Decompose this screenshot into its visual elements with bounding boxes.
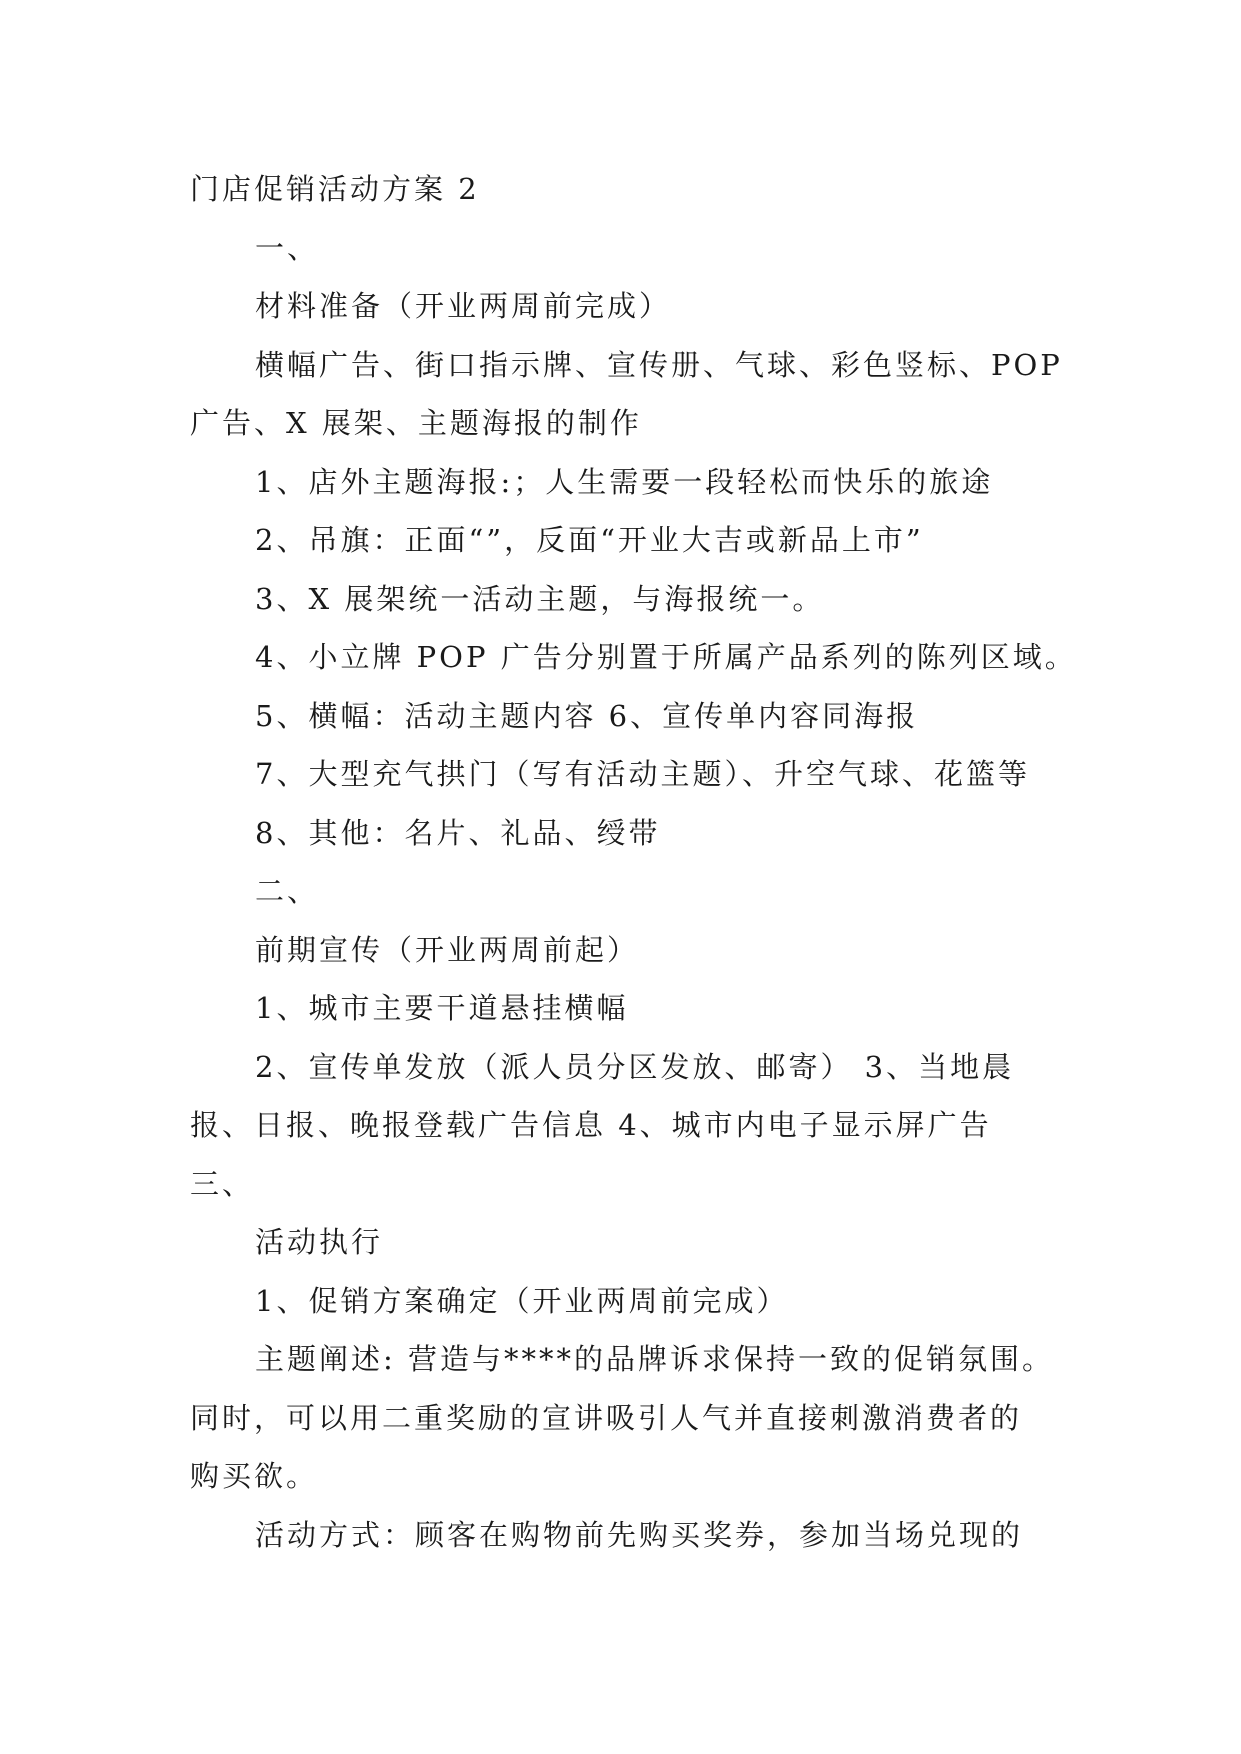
section-number-1: 一、 xyxy=(255,230,320,265)
list-item: 4、小立牌 POP 广告分别置于所属产品系列的陈列区域。 xyxy=(255,640,1077,674)
list-item: 3、X 展架统一活动主题，与海报统一。 xyxy=(255,581,825,616)
paragraph-line: 横幅广告、街口指示牌、宣传册、气球、彩色竖标、POP xyxy=(255,347,1063,382)
paragraph-line: 购买欲。 xyxy=(190,1459,319,1493)
paragraph-line: 主题阐述: 营造与****的品牌诉求保持一致的促销氛围。 xyxy=(255,1342,1054,1376)
paragraph-line: 广告、X 展架、主题海报的制作 xyxy=(190,406,642,440)
list-item: 1、城市主要干道悬挂横幅 xyxy=(255,991,629,1025)
list-item: 5、横幅：活动主题内容 6、宣传单内容同海报 xyxy=(255,698,919,733)
list-item: 1、店外主题海报:；人生需要一段轻松而快乐的旅途 xyxy=(255,464,994,499)
list-item: 2、宣传单发放（派人员分区发放、邮寄） 3、当地晨 xyxy=(255,1049,1015,1084)
list-item: 8、其他：名片、礼品、绶带 xyxy=(255,815,661,850)
section-heading-execution: 活动执行 xyxy=(255,1225,384,1259)
paragraph-line: 报、日报、晚报登载广告信息 4、城市内电子显示屏广告 xyxy=(190,1108,992,1142)
list-item: 1、促销方案确定（开业两周前完成） xyxy=(255,1283,789,1318)
section-number-3: 三、 xyxy=(190,1166,255,1201)
paragraph-line: 活动方式：顾客在购物前先购买奖券，参加当场兑现的 xyxy=(255,1517,1024,1552)
section-heading-materials: 材料准备（开业两周前完成） xyxy=(255,289,672,323)
paragraph-line: 同时，可以用二重奖励的宣讲吸引人气并直接刺激消费者的 xyxy=(190,1400,1023,1435)
list-item: 2、吊旗：正面“”，反面“开业大吉或新品上市” xyxy=(255,523,924,557)
section-heading-promotion: 前期宣传（开业两周前起） xyxy=(255,932,640,967)
list-item: 7、大型充气拱门（写有活动主题）、升空气球、花篮等 xyxy=(255,757,1030,791)
document-page xyxy=(190,160,1077,1564)
section-number-2: 二、 xyxy=(255,874,320,908)
document-title: 门店促销活动方案 2 xyxy=(190,172,480,206)
